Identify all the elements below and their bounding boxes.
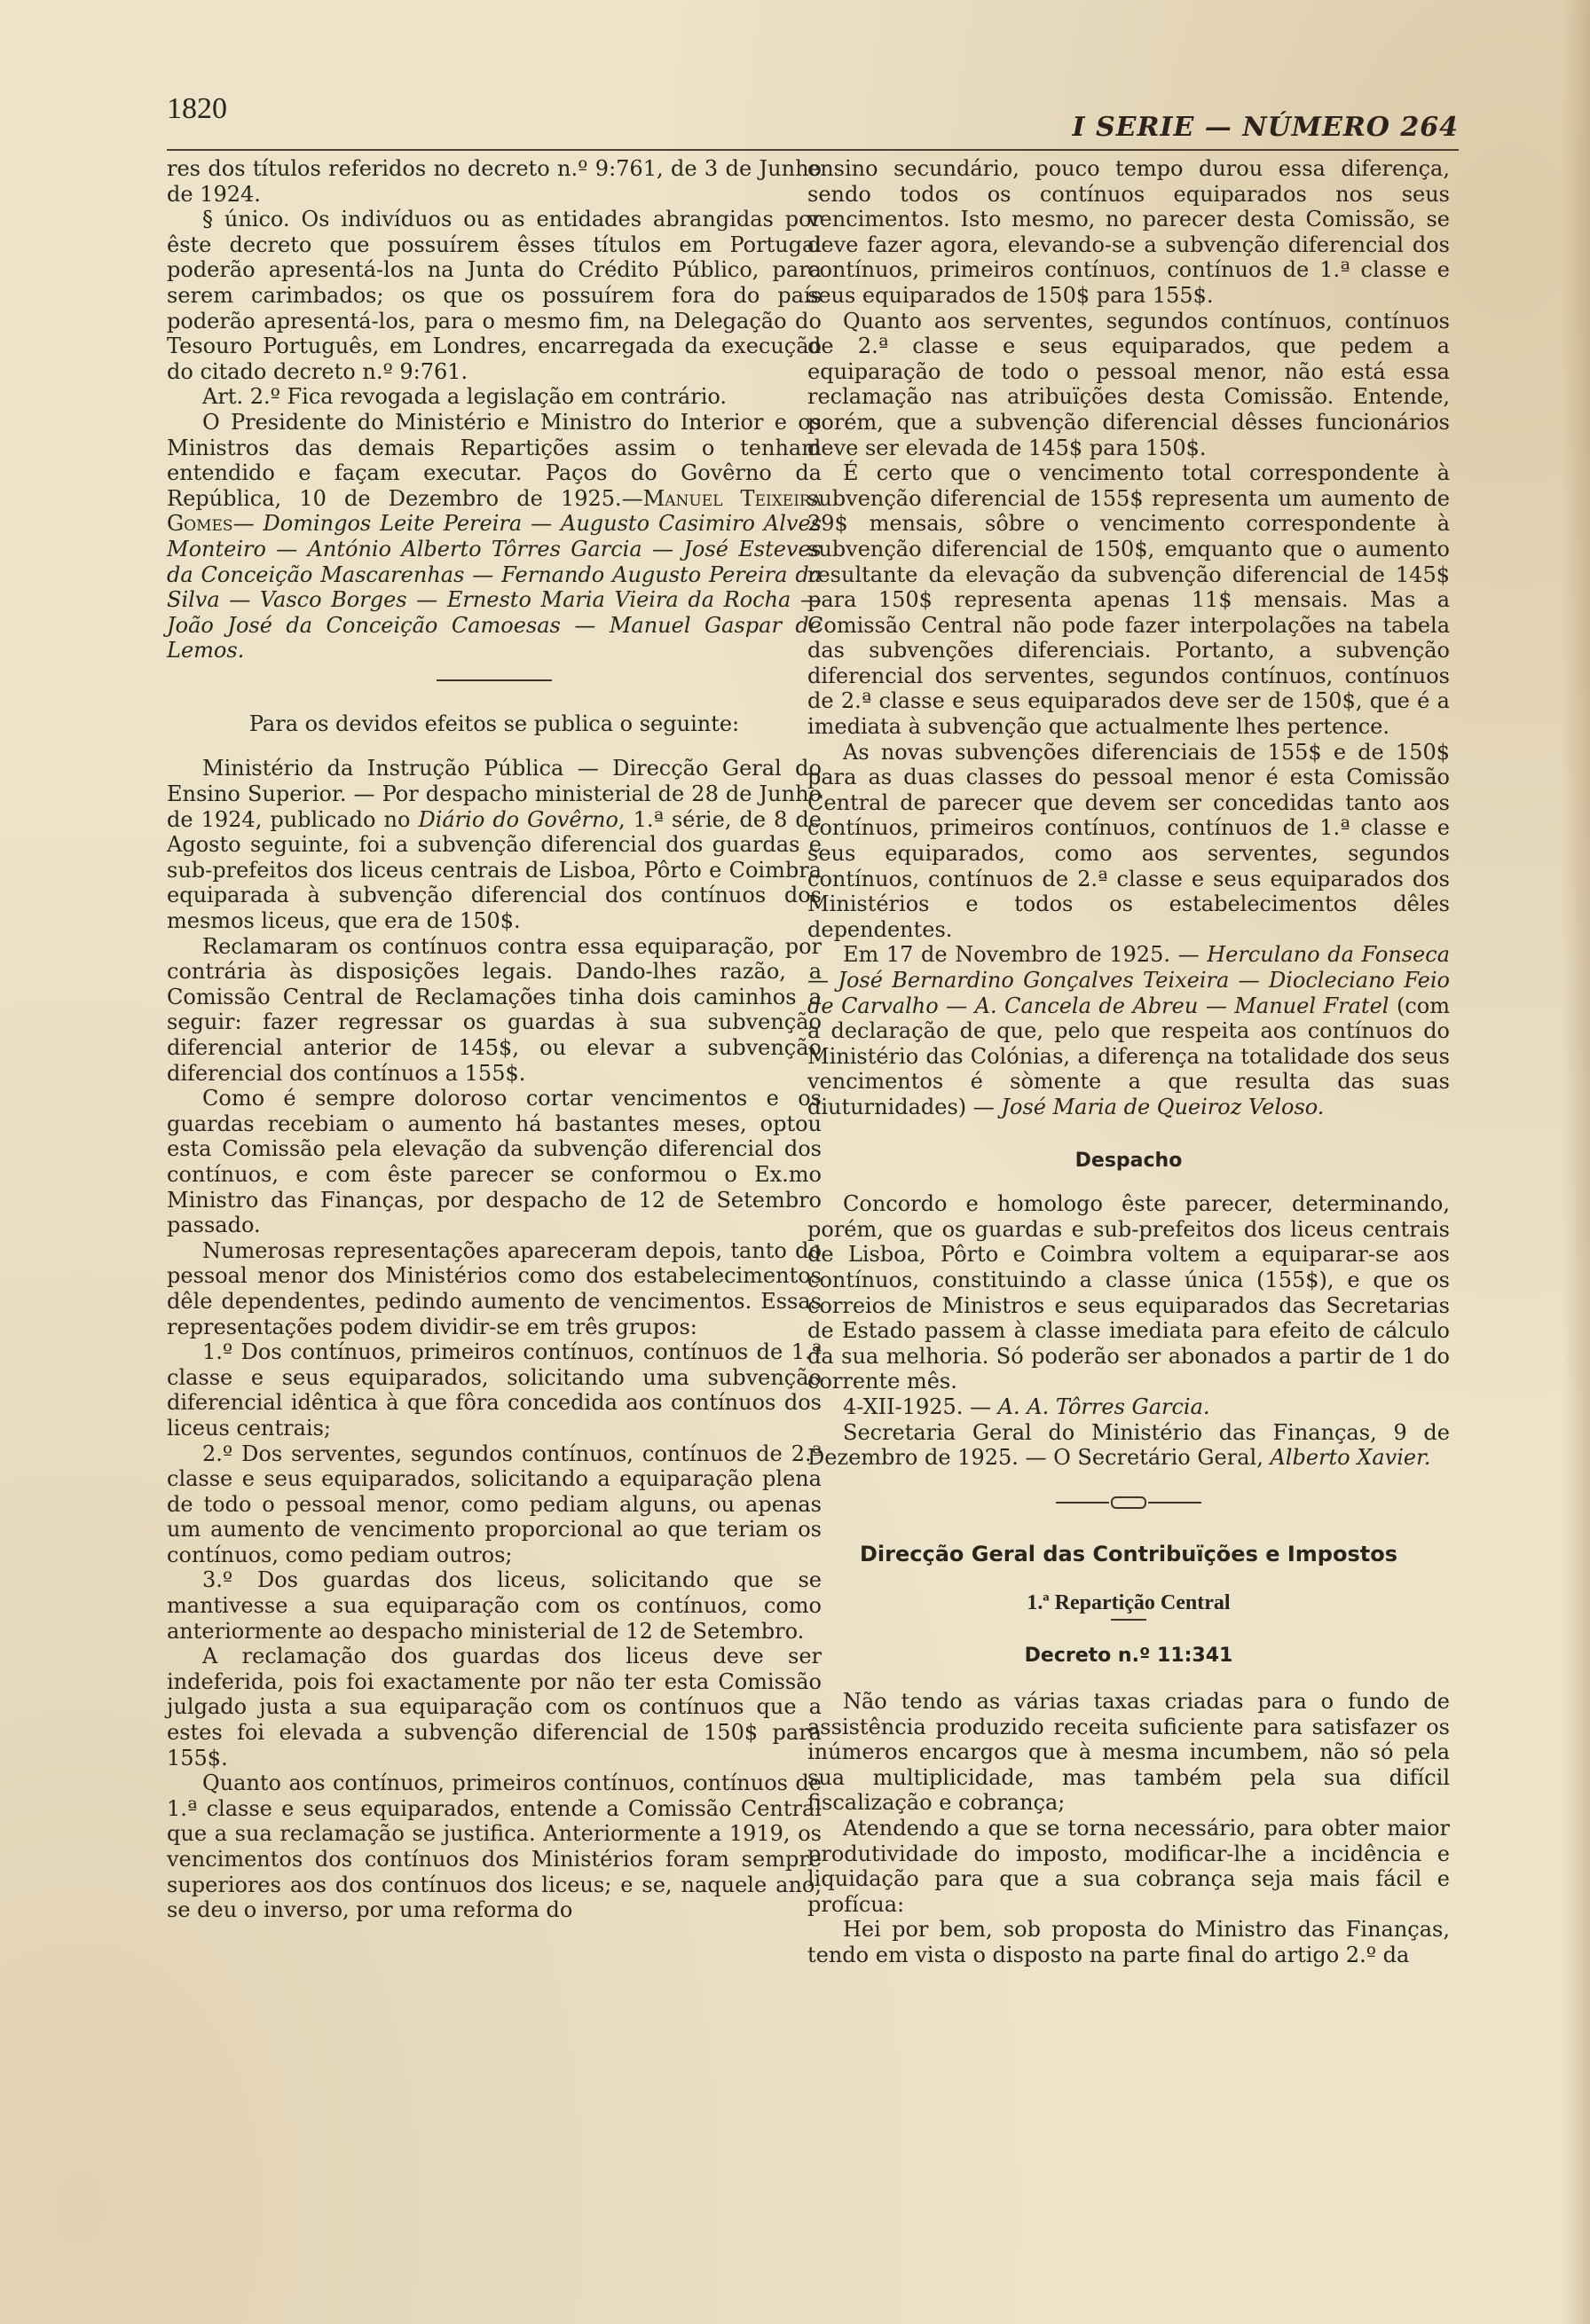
paragraph: § único. Os indivíduos ou as entidades abrangidas por êste decreto que possuírem êsses títulos em Portugal poderão apresentá-los na Junta do Crédito Público, para serem carimbados; os que os possuírem fora do país poderão apresentá-los, para o mesmo fim, na Delegação do Tesouro Português, em Londres, encarregada da execução do citado decreto n.º 9:761. <box>167 207 822 384</box>
paragraph: Ministério da Instrução Pública — Direcção Geral do Ensino Superior. — Por despacho ministerial de 28 de Junho de 1924, publicado no Diário do Govêrno, 1.ª série, de 8 de Agosto seguinte, foi a subvenção diferencial dos guardas e sub-prefeitos dos liceus centrais de Lisboa, Pôrto e Coimbra equiparada à subvenção diferencial dos contínuos dos mesmos liceus, que era de 150$. <box>167 756 823 934</box>
list-item: 1.º Dos contínuos, primeiros contínuos, contínuos de 1.ª classe e seus equiparados, solicitando uma subvenção diferencial idêntica à que fôra concedida aos contínuos dos liceus centrais; <box>167 1339 822 1441</box>
paragraph: Quanto aos contínuos, primeiros contínuos, contínuos de 1.ª classe e seus equiparados, entende a Comissão Central que a sua reclamação se justifica. Anteriormente a 1919, os vencimentos dos contínuos dos Ministérios foram sempre superiores aos dos contínuos dos liceus; e se, naquele ano, se deu o inverso, por uma reforma do <box>167 1770 822 1923</box>
page-header <box>167 92 1459 145</box>
decree-title: Decreto n.º 11:341 <box>1024 1645 1233 1668</box>
signature-ministers: — Domingos Leite Pereira — Augusto Casimiro Alves Monteiro — António Alberto Tôrres Garcia — José Esteves da Conceição Mascarenhas — Fernando Augusto Pereira da Silva — Vasco Borges — Ernesto Maria Vieira da Rocha — João José da Conceição Camoesas — Manuel Gaspar de Lemos. <box>167 511 822 663</box>
paragraph: Como é sempre doloroso cortar vencimentos e os guardas recebiam o aumento há bastantes meses, optou esta Comissão pela elevação da subvenção diferencial dos contínuos, e com êste parecer se conformou o Ex.mo Ministro das Finanças, por despacho de 12 de Setembro passado. <box>167 1086 822 1238</box>
paragraph: Art. 2.º Fica revogada a legislação em contrário. <box>202 384 728 410</box>
series-number: I SERIE — NÚMERO 264 <box>1072 112 1459 143</box>
paragraph: Em 17 de Novembro de 1925. — Herculano da Fonseca — José Bernardino Gonçalves Teixeira — Diocleciano Feio de Carvalho — A. Cancela de Abreu — Manuel Fratel (com a declaração de que, pelo que respeita aos contínuos do Ministério das Colónias, a diferença na totalidade dos seus vencimentos é sòmente a que resulta das suas diuturnidades) — José Maria de Queiroz Veloso. <box>807 942 1451 1119</box>
paragraph: As novas subvenções diferenciais de 155$ e de 150$ para as duas classes do pessoal menor é esta Comissão Central de parecer que devem ser concedidas tanto aos contínuos, primeiros contínuos, contínuos de 1.ª classe e seus equiparados, como aos serventes, segundos contínuos, contínuos de 2.ª classe e seus equiparados dos Ministérios e todos os estabelecimentos dêles dependentes. <box>807 739 1450 942</box>
paragraph: Não tendo as várias taxas criadas para o fundo de assistência produzido receita suficiente para satisfazer os inúmeros encargos que à mesma incumbem, não só pela sua multiplicidade, mas também pela sua difícil fiscalização e cobrança; <box>807 1689 1450 1816</box>
list-item: 2.º Dos serventes, segundos contínuos, contínuos de 2.ª classe e seus equiparados, solicitando a equiparação plena de todo o pessoal menor, como pediam alguns, ou apenas um aumento de vencimento proporcional ao que teriam os contínuos, como pediam outros; <box>167 1441 822 1567</box>
signature-president: Manuel Teixeira Gomes <box>167 485 822 537</box>
left-column <box>167 156 822 1923</box>
paragraph: res dos títulos referidos no decreto n.º 9:761, de 3 de Junho de 1924. <box>167 156 822 207</box>
section-title-direccao: Direcção Geral das Contribuïções e Impostos <box>860 1542 1397 1567</box>
header-rule <box>167 149 1459 151</box>
paragraph: Concordo e homologo êste parecer, determinando, porém, que os guardas e sub-prefeitos dos liceus centrais de Lisboa, Pôrto e Coimbra voltem a equiparar-se aos contínuos, constituindo a classe única (155$), e que os correios de Ministros e seus equiparados das Secretarias de Estado passem à classe imediata para efeito de cálculo da sua melhoria. Só poderão ser abonados a partir de 1 do corrente mês. <box>807 1191 1450 1394</box>
page-number: 1820 <box>167 92 227 125</box>
list-item: 3.º Dos guardas dos liceus, solicitando que se mantivesse a sua equiparação com os contínuos, como anteriormente ao despacho ministerial de 12 de Setembro. <box>167 1567 822 1644</box>
paragraph: Hei por bem, sob proposta do Ministro das Finanças, tendo em vista o disposto na parte final do artigo 2.º da <box>807 1917 1450 1967</box>
section-title-reparticao: 1.ª Repartição Central <box>1027 1590 1231 1614</box>
section-title-despacho: Despacho <box>1074 1149 1183 1172</box>
short-rule <box>1111 1619 1146 1621</box>
paragraph: Quanto aos serventes, segundos contínuos, contínuos de 2.ª classe e seus equiparados, que pedem a equiparação de todo o pessoal menor, não está essa reclamação nas atribuïções desta Comissão. Entende, porém, que a subvenção diferencial dêsses funcionários deve ser elevada de 145$ para 150$. <box>807 308 1450 460</box>
publication-notice: Para os devidos efeitos se publica o seguinte: <box>248 711 740 736</box>
paragraph: Atendendo a que se torna necessário, para obter maior produtividade do imposto, modificar-lhe a incidência e liquidação para que a sua cobrança seja mais fácil e profícua: <box>807 1816 1450 1917</box>
paper-fold-shadow <box>1562 0 1590 2324</box>
ornament-divider <box>807 1490 1450 1516</box>
right-column <box>807 156 1450 1968</box>
paragraph: Numerosas representações apareceram depois, tanto do pessoal menor dos Ministérios como dos estabelecimentos dêle dependentes, pedindo aumento de vencimentos. Essas representações podem dividir-se em três grupos: <box>167 1237 822 1339</box>
paragraph: É certo que o vencimento total correspondente à subvenção diferencial de 155$ representa um aumento de 29$ mensais, sôbre o vencimento correspondente à subvenção diferencial de 150$, emquanto que o aumento resultante da elevação da subvenção diferencial de 145$ para 150$ representa apenas 11$ mensais. Mas a Comissão Central não pode fazer interpolações na tabela das subvenções diferenciais. Portanto, a subvenção diferencial dos serventes, segundos contínuos, contínuos de 2.ª classe e seus equiparados deve ser de 150$, que é a imediata à subvenção que actualmente lhes pertence. <box>807 460 1450 740</box>
paragraph: O Presidente do Ministério e Ministro do Interior e os Ministros das demais Repartições assim o tenham entendido e façam executar. Paços do Govêrno da República, 10 de Dezembro de 1925.—Manuel Teixeira Gomes— Domingos Leite Pereira — Augusto Casimiro Alves Monteiro — António Alberto Tôrres Garcia — José Esteves da Conceição Mascarenhas — Fernando Augusto Pereira da Silva — Vasco Borges — Ernesto Maria Vieira da Rocha — João José da Conceição Camoesas — Manuel Gaspar de Lemos. <box>167 409 822 663</box>
paragraph: A reclamação dos guardas dos liceus deve ser indeferida, pois foi exactamente por não ter esta Comissão julgado justa a sua equiparação com os contínuos que a estes foi elevada a subvenção diferencial de 150$ para 155$. <box>167 1644 822 1770</box>
paragraph: 4-XII-1925. — A. A. Tôrres Garcia. <box>843 1394 1210 1419</box>
paragraph: Reclamaram os contínuos contra essa equiparação, por contrária às disposições legais. Dando-lhes razão, a Comissão Central de Reclamações tinha dois caminhos a seguir: fazer regressar os guardas à sua subvenção diferencial anterior de 145$, ou elevar a subvenção diferencial dos contínuos a 155$. <box>167 933 822 1086</box>
paragraph: Secretaria Geral do Ministério das Finanças, 9 de Dezembro de 1925. — O Secretário Geral, Alberto Xavier. <box>807 1419 1450 1471</box>
paragraph: ensino secundário, pouco tempo durou essa diferença, sendo todos os contínuos equiparados nos seus vencimentos. Isto mesmo, no parecer desta Comissão, se deve fazer agora, elevando-se a subvenção diferencial dos contínuos, primeiros contínuos, contínuos de 1.ª classe e seus equiparados de 150$ para 155$. <box>807 156 1450 308</box>
